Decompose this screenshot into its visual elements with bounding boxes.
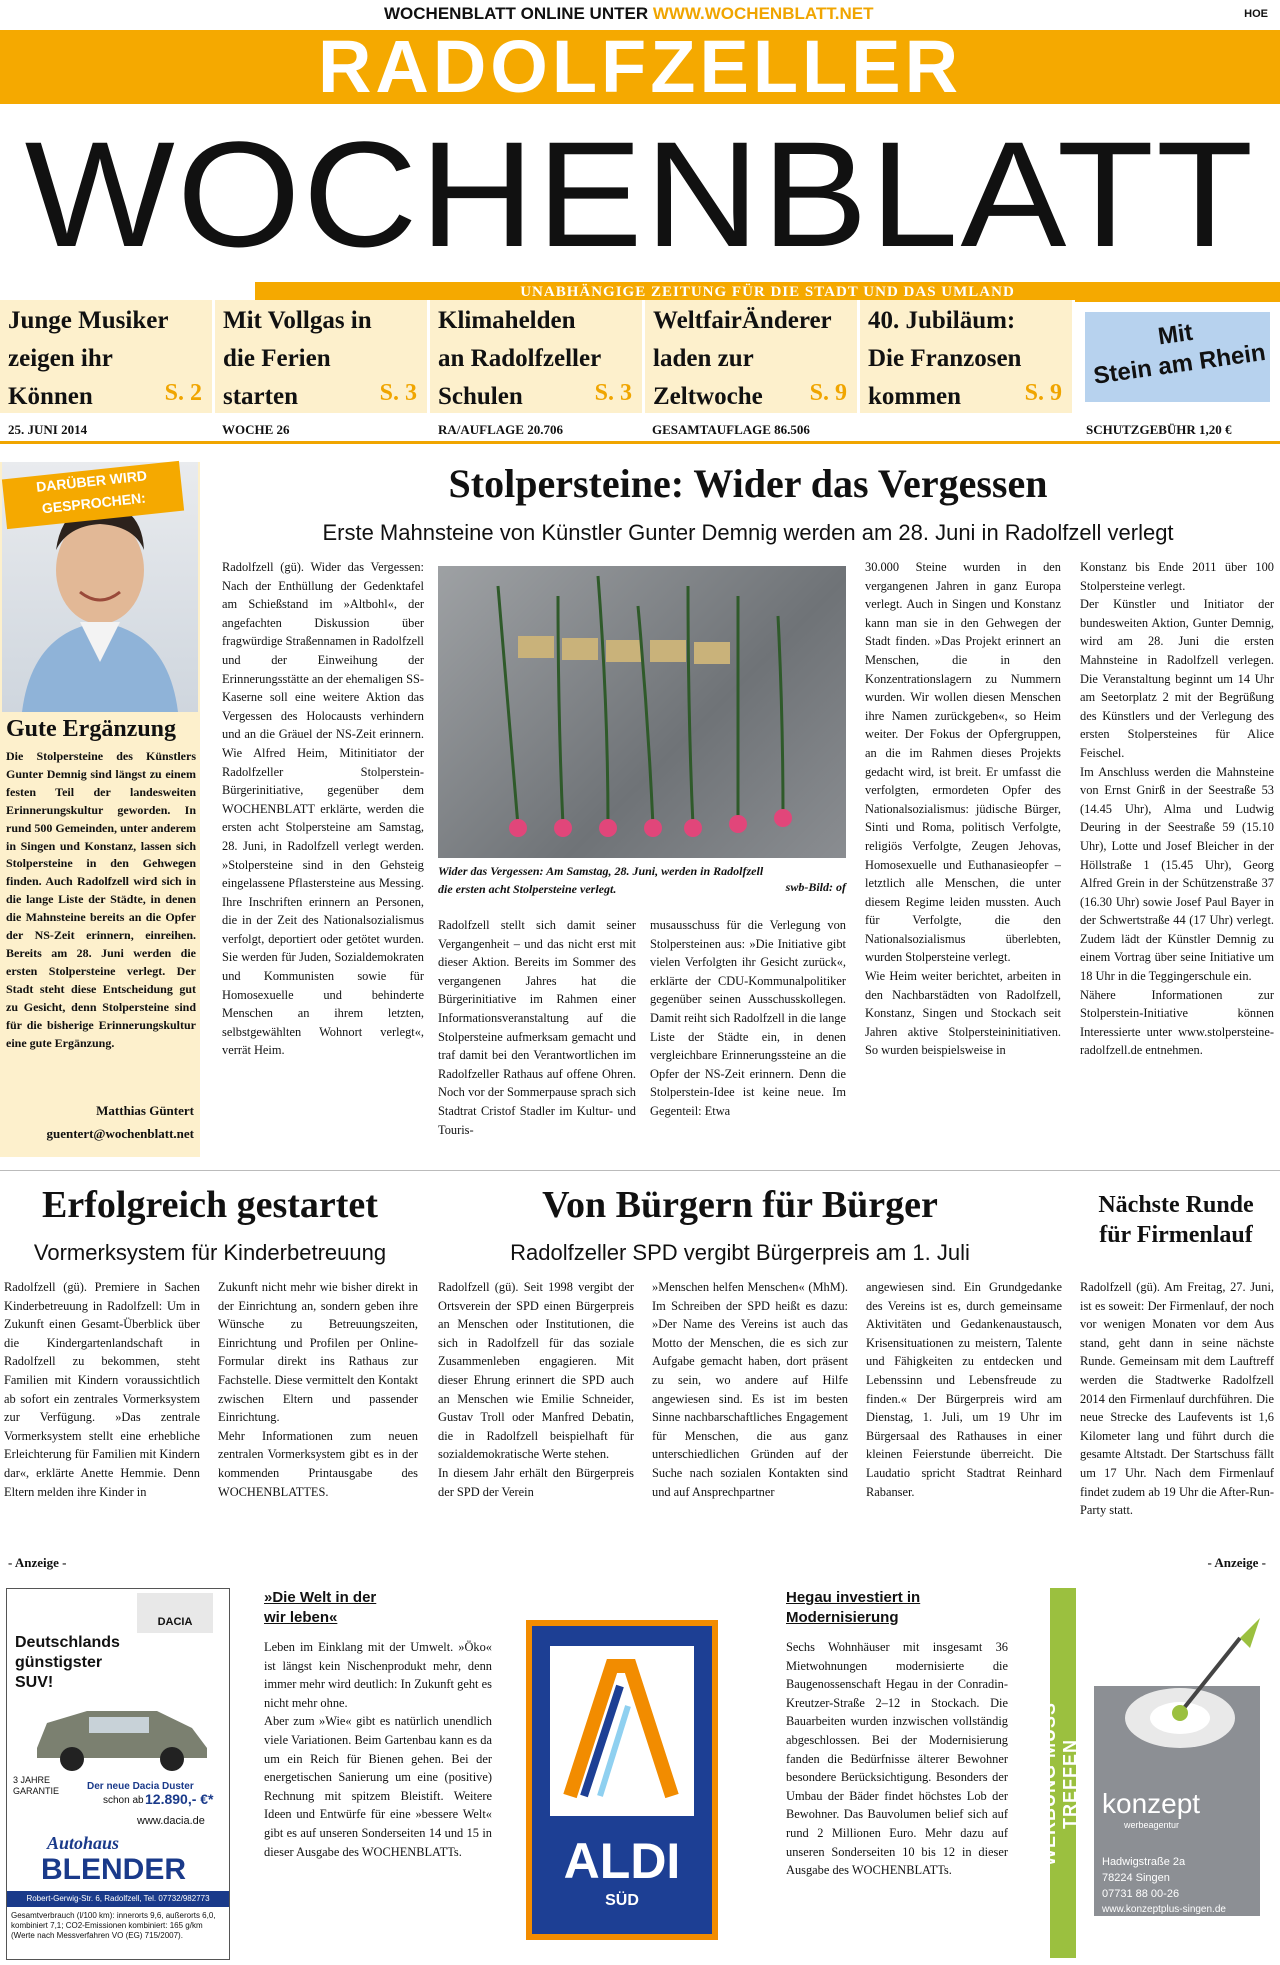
dealer-name: BLENDER (41, 1853, 187, 1886)
konzept-ad[interactable] (1039, 1588, 1274, 1958)
konzept-city: 78224 Singen (1102, 1872, 1170, 1884)
masthead-subtitle: UNABHÄNGIGE ZEITUNG FÜR DIE STADT UND DAS UMLAND (255, 282, 1280, 302)
aldi-name: ALDI (563, 1833, 681, 1889)
teaser-page: S. 9 (809, 380, 847, 406)
masthead-title-main: WOCHENBLATT (24, 110, 1256, 278)
edition-code: HOE (1244, 8, 1268, 20)
teaser-3[interactable] (645, 300, 860, 413)
hegau-headline: Hegau investiert in Modernisierung (786, 1589, 921, 1626)
issue-week: WOCHE 26 (222, 422, 290, 437)
dacia-price-prefix: schon ab (103, 1795, 144, 1806)
stein-am-rhein-badge[interactable] (1085, 312, 1270, 402)
story-b-col-1: Radolfzell (gü). Seit 1998 vergibt der Ortsverein der SPD einen Bürgerpreis an Menschen oder Institutionen, die sich in Radolfzell für das soziale Zusammenleben engagieren. Mit dieser Ehrung erinnert die SPD auch an Menschen wie Emilie Schneider, Gustav Troll oder Manfred Debatin, die in Radolfzell beispielhaft für sozialdemokratische Werte stehen. In diesem Jahr erhält den Bürgerpreis der SPD der Verein (438, 1280, 634, 1499)
dart-target-icon (1120, 1608, 1270, 1758)
story-a-headline: Erfolgreich gestartet (42, 1184, 378, 1226)
konzept-brand: konzept (1102, 1788, 1201, 1819)
aldi-region: SÜD (605, 1892, 639, 1909)
story-b-subhead: Radolfzeller SPD vergibt Bürgerpreis am 1. Juli (510, 1240, 970, 1265)
konzept-street: Hadwigstraße 2a (1102, 1856, 1186, 1868)
teaser-page: S. 3 (379, 380, 417, 406)
dacia-ad[interactable] (6, 1588, 230, 1960)
story-b-col-2: »Menschen helfen Menschen« (MhM). Im Schreiben der SPD heißt es dazu: »Der Name des Vereins ist auch das Motto der Menschen, die es sich zur Aufgabe gemacht haben, dort präsent zu sein, wo andere auf Hilfe angewiesen sind. Es ist im besten Sinne nachbarschaftliches Engagement für Menschen, die aus ganz unterschiedlichen Gründen auf der Suche nach sozialen Kontakten sind und auf Ansprechpartner (652, 1280, 848, 1499)
ad-marker: - Anzeige - (8, 1555, 67, 1570)
issue-date: 25. JUNI 2014 (8, 422, 88, 437)
site-line (384, 4, 874, 24)
teaser-title: 40. Jubiläum: Die Franzosen kommen (868, 307, 1022, 410)
konzept-side-text (1039, 1674, 1081, 1894)
commentary-author: Matthias Güntert (96, 1103, 194, 1118)
lead-col-4: 30.000 Steine wurden in den vergangenen Jahren in ganz Europa verlegt. Auch in Singen und Konstanz kann man sie in den Gehwegen der Stadt finden. »Das Projekt erinnert an Menschen, die in den Konzentrationslagern zu Nummern wurden. Wir wollen diesen Menschen ihre Namen zurückgeben«, so Heim weiter. Der Fokus der Opfergruppen, an die im Rahmen dieses Projekts gedacht wird, ist breit. Er umfasst die verfolgten, ermordeten Opfer des Nationalsozialismus: jüdische Bürger, Sinti und Roma, politisch Verfolgte, religiös Verfolgte, Zeugen Jehovas, Homosexuelle und Euthanasieopfer – letztlich alle Menschen, die unter diesem Regime leiden mussten. Auch für Verfolgte, die den Nationalsozialismus überlebten, wurden Stolpersteine verlegt. Wie Heim weiter berichtet, arbeiten in den Nachbarstädten von Radolfzell, Konstanz, Singen und Stockach seit Jahren aktive Stolpersteininitiativen. So wurden beispielsweise in (865, 560, 1061, 1058)
teaser-title: WeltfairÄnderer laden zur Zeltwoche (653, 307, 832, 410)
teaser-4[interactable] (860, 300, 1075, 413)
commentary-email[interactable]: guentert@wochenblatt.net (46, 1126, 194, 1141)
teaser-page: S. 3 (594, 380, 632, 406)
gesamtauflage: GESAMTAUFLAGE 86.506 (652, 422, 810, 437)
lead-subhead: Erste Mahnsteine von Künstler Gunter Demnig werden am 28. Juni in Radolfzell verlegt (322, 520, 1174, 545)
dealer-address: Robert-Gerwig-Str. 6, Radolfzell, Tel. 07732/982773 (7, 1891, 229, 1907)
story-c-col-1: Radolfzell (gü). Am Freitag, 27. Juni, ist es soweit: Der Firmenlauf, der noch vor wenigen Monaten vor dem Aus stand, geht dann in seine nächste Runde. Gemeinsam mit dem Lauftreff werden die Stadtwerke Radolfzell 2014 den Firmenlauf durchführen. Die neue Strecke des Laufevents ist 1,6 Kilometer lang und führt durch die gesamte Altstadt. Der Startschuss fällt um 17 Uhr. Nach dem Firmenlauf findet zudem ab 19 Uhr die After-Run-Party statt. (1080, 1280, 1274, 1518)
commentary-body: Die Stolpersteine des Künstlers Gunter Demnig sind längst zu einem festen Teil der landesweiten Erinnerungskultur geworden. In rund 500 Gemeinden, unter anderem in Singen und Konstanz, lassen sich Stolpersteine in den Gehwegen finden. Auch Radolfzell wird sich in die lange Liste der Städte, in denen die Mahnsteine bereits an die Opfer der NS-Zeit erinnern, einreihen. Bereits am 28. Juni werden die ersten Stolpersteine verlegt. Der Stadt steht diese Entscheidung gut zu Gesicht, denn Stolpersteine sind für die bisherige Erinnerungskultur eine gute Ergänzung. (6, 749, 196, 1050)
site-prefix: WOCHENBLATT ONLINE UNTER (384, 4, 653, 23)
lead-col-1: Radolfzell (gü). Wider das Vergessen: Nach der Enthüllung der Gedenktafel am Schießstand im »Altbohl«, der angefachten Diskussion über fragwürdige Straßennamen in Radolfzell und der Einweihung der Erinnerungsstätte an der ehemaligen SS-Kaserne soll eine weitere Aktion das Vergessen des Holocausts verhindern und an die Gräuel der NS-Zeit erinnern. Wie Alfred Heim, Mitinitiator der Radolfzeller Stolperstein-Bürgerinitiative, gegenüber dem WOCHENBLATT erklärte, werden die ersten acht Stolpersteine am Samstag, 28. Juni, in Radolfzell verlegt werden. »Stolpersteine sind in den Gehsteig eingelassene Pflastersteine aus Messing. Ihre Inschriften erinnern an Personen, die in der Zeit des Nationalsozialismus verfolgt, deportiert oder getötet wurden. Sie werden für Juden, Sozialdemokraten und Kommunisten sowie für Homosexuelle und behinderte Menschen an ihrem letzten, selbstgewählten Wohnort verlegt«, verrät Heim. (222, 560, 424, 1058)
dacia-url[interactable]: www.dacia.de (137, 1815, 205, 1827)
teaser-title: Klimahelden an Radolfzeller Schulen (438, 307, 602, 410)
story-a-col-2: Zukunft nicht mehr wie bisher direkt in der Einrichtung an, sondern geben ihre Wünsche zu Betreuungszeiten, Einrichtung und Profilen per Online-Formular direkt ins Rathaus zur Fachstelle. Diese vermittelt den Kontakt zwischen Eltern und passender Einrichtung. Mehr Informationen zum neuen zentralen Vormerksystem gibt es in der kommenden Printausgabe des WOCHENBLATTES. (218, 1280, 418, 1499)
konzept-side-text-b: TREFFEN (1060, 1739, 1080, 1829)
welt-body: Leben im Einklang mit der Umwelt. »Öko« ist längst kein Nischenprodukt mehr, denn immer mehr wird deutlich: In Zukunft geht es nicht mehr ohne. Aber zum »Wie« gibt es natürlich unendlich viele Variationen. Beim Gartenbau kann es da um ein Reich für Bienen gehen. Bei der energetischen Sanierung um eine (positive) Rechnung mit spitzem Bleistift. Weitere Ideen und Entwürfe für eine »bessere Welt« gibt es auf unseren Sonderseiten 14 und 15 in dieser Ausgabe des WOCHENBLATTs. (264, 1640, 492, 1859)
teaser-title: Mit Vollgas in die Ferien starten (223, 307, 372, 410)
story-b-col-3: angewiesen sind. Ein Grundgedanke des Vereins ist es, durch gemeinsame Aktivitäten und Gedankenaustausch, Krisensituationen zu meistern, Talente und Fähigkeiten zu entdecken und Lebenssinn und Lebensfreude zu finden.« Der Bürgerpreis wird am Dienstag, 1. Juli, um 19 Uhr im Bürgersaal des Rathauses in einer kleinen Feierstunde überreicht. Die Laudatio spricht Stadtrat Reinhard Rabanser. (866, 1280, 1062, 1499)
ra-auflage: RA/AUFLAGE 20.706 (438, 422, 563, 437)
teaser-title: Junge Musiker zeigen ihr Können (8, 307, 169, 410)
dealer-script: Autohaus (47, 1833, 120, 1853)
dacia-warranty: 3 JAHRE GARANTIE (13, 1775, 60, 1796)
lead-photo (438, 566, 846, 858)
teaser-1[interactable] (215, 300, 430, 413)
dacia-model: Der neue Dacia Duster (87, 1781, 194, 1792)
schutzgebuehr: SCHUTZGEBÜHR 1,20 € (1086, 422, 1232, 437)
car-icon (27, 1693, 217, 1773)
lead-photo-credit: swb-Bild: of (785, 880, 846, 894)
commentary-label: DARÜBER WIRD GESPROCHEN: (2, 461, 184, 529)
story-a-col-1: Radolfzell (gü). Premiere in Sachen Kinderbetreuung in Radolfzell: Um in Zukunft einen Gesamt-Überblick über die Kindergartenlandschaft in Radolfzell zu bekommen, steht Familien mit Kindern voraussichtlich ab sofort ein zentrales Vormerksystem zur Verfügung. »Das zentrale Vormerksystem stellt eine erhebliche Erleichterung für Familien mit Kindern dar«, erklärte Anette Hemmie. Denn Eltern melden ihre Kinder in (4, 1280, 200, 1499)
dacia-price: 12.890,- €* (145, 1791, 214, 1807)
konzept-url[interactable]: www.konzeptplus-singen.de (1102, 1904, 1226, 1915)
teaser-page: S. 9 (1024, 380, 1062, 406)
story-c-headline: Nächste Runde für Firmenlauf (1098, 1192, 1254, 1248)
lead-photo-caption: Wider das Vergessen: Am Samstag, 28. Juni, werden in Radolfzell die ersten acht Stolpersteine verlegt. (438, 864, 764, 896)
hegau-body: Sechs Wohnhäuser mit insgesamt 36 Mietwohnungen modernisierte die Baugenossenschaft Hegau in der Conradin-Kreutzer-Straße 2–12 in Stockach. Die Bauarbeiten wurden inzwischen vollständig abgeschlossen. Bei der Modernisierung fanden die Bedürfnisse älterer Bewohner besondere Berücksichtigung. Besonders der Umbau der Bäder findet höchstes Lob der Bewohner. Das Bauvolumen belief sich auf rund 2 Millionen Euro. Mehr dazu auf unseren Sonderseiten 10 bis 12 in dieser Ausgabe des WOCHENBLATTs. (786, 1640, 1008, 1878)
issue-info-bar (0, 419, 1280, 444)
badge-text: Mit Stein am Rhein (1091, 318, 1268, 390)
divider (0, 1170, 1280, 1171)
dacia-logo: DACIA (137, 1593, 213, 1633)
welt-headline: »Die Welt in der wir leben« (264, 1589, 377, 1626)
story-a-subhead: Vormerksystem für Kinderbetreuung (33, 1240, 387, 1265)
konzept-tagline: werbeagentur (1124, 1820, 1180, 1830)
aldi-ad[interactable] (526, 1620, 718, 1940)
konzept-phone: 07731 88 00-26 (1102, 1888, 1180, 1900)
story-b-headline: Von Bürgern für Bürger (542, 1184, 938, 1226)
aldi-logo-icon (550, 1646, 694, 1816)
lead-col-5: Konstanz bis Ende 2011 über 100 Stolpersteine verlegt. Der Künstler und Initiator der bundesweiten Aktion, Gunter Demnig, wird am 28. Juni die ersten Mahnsteine in Radolfzell verlegen. Die Veranstaltung beginnt um 14 Uhr am Seetorplatz 2 mit der Begrüßung des Künstlers und der Verlegung des ersten Stolpersteines für Alice Feischel. Im Anschluss werden die Mahnsteine von Ernst Gnirß in der Seestraße 53 (14.45 Uhr), Alma und Ludwig Deuring in der Seestraße 59 (15.10 Uhr), Lotte und Josef Bleicher in der Höllstraße 1 (15.45 Uhr), Georg Alfred Grein in der Schützenstraße 37 (16.30 Uhr) sowie Josef Paul Bayer in der Schwertstraße 44 (17 Uhr) verlegt. Zudem lädt der Künstler Demnig zu einem Vortrag über seine Initiative um 18 Uhr in die Teggingerschule ein. Nähere Informationen zur Stolperstein-Initiative können Interessierte unter www.stolpersteine-radolfzell.de entnehmen. (1080, 560, 1274, 1058)
roses-photo-icon (438, 566, 846, 858)
ad-marker: - Anzeige - (1207, 1555, 1266, 1570)
site-url-link[interactable]: WWW.WOCHENBLATT.NET (652, 4, 874, 23)
teaser-0[interactable] (0, 300, 215, 413)
dacia-headline: Deutschlands günstigster SUV! (15, 1634, 120, 1691)
konzept-side-text-a: WERBUNG MUSS (1039, 1702, 1059, 1866)
commentary-box (0, 462, 200, 1157)
teaser-page: S. 2 (164, 380, 202, 406)
lead-col-2: Radolfzell stellt sich damit seiner Vergangenheit – und das nicht erst mit dieser Aktion. Bereits im Sommer des vergangenen Jahres hat die Bürgerinitiative im Rahmen einer Informationsveranstaltung auf die Stolpersteine aufmerksam gemacht und traf damit bei den Verantwortlichen im Radolfzeller Rathaus auf offene Ohren. Noch vor der Sommerpause sprach sich Stadtrat Cristof Stadler im Kultur- und Touris- (438, 918, 636, 1137)
lead-headline: Stolpersteine: Wider das Vergessen (448, 461, 1048, 506)
teaser-2[interactable] (430, 300, 645, 413)
commentary-headline: Gute Ergänzung (6, 716, 177, 742)
lead-col-3: musausschuss für die Verlegung von Stolpersteinen aus: »Die Initiative gibt vielen Verfolgten ihr Gesicht zurück«, erklärte der CDU-Kommunalpolitiker gegenüber seinen Ausschusskollegen. Damit reiht sich Radolfzell in die lange Liste der Städte ein, in denen vergleichbare Erinnerungssteine an die Opfer der NS-Zeit erinnern. Denn die Stolperstein-Idee ist keine neue. Im Gegenteil: Etwa (650, 918, 846, 1118)
masthead-title-top: RADOLFZELLER (317, 25, 963, 108)
dacia-fine-print: Gesamtverbrauch (l/100 km): innerorts 9,6, außerorts 6,0, kombiniert 7,1; CO2-Emissionen kombiniert: 165 g/km (Werte nach Messverfahren VO (EG) 715/2007). (11, 1911, 216, 1940)
